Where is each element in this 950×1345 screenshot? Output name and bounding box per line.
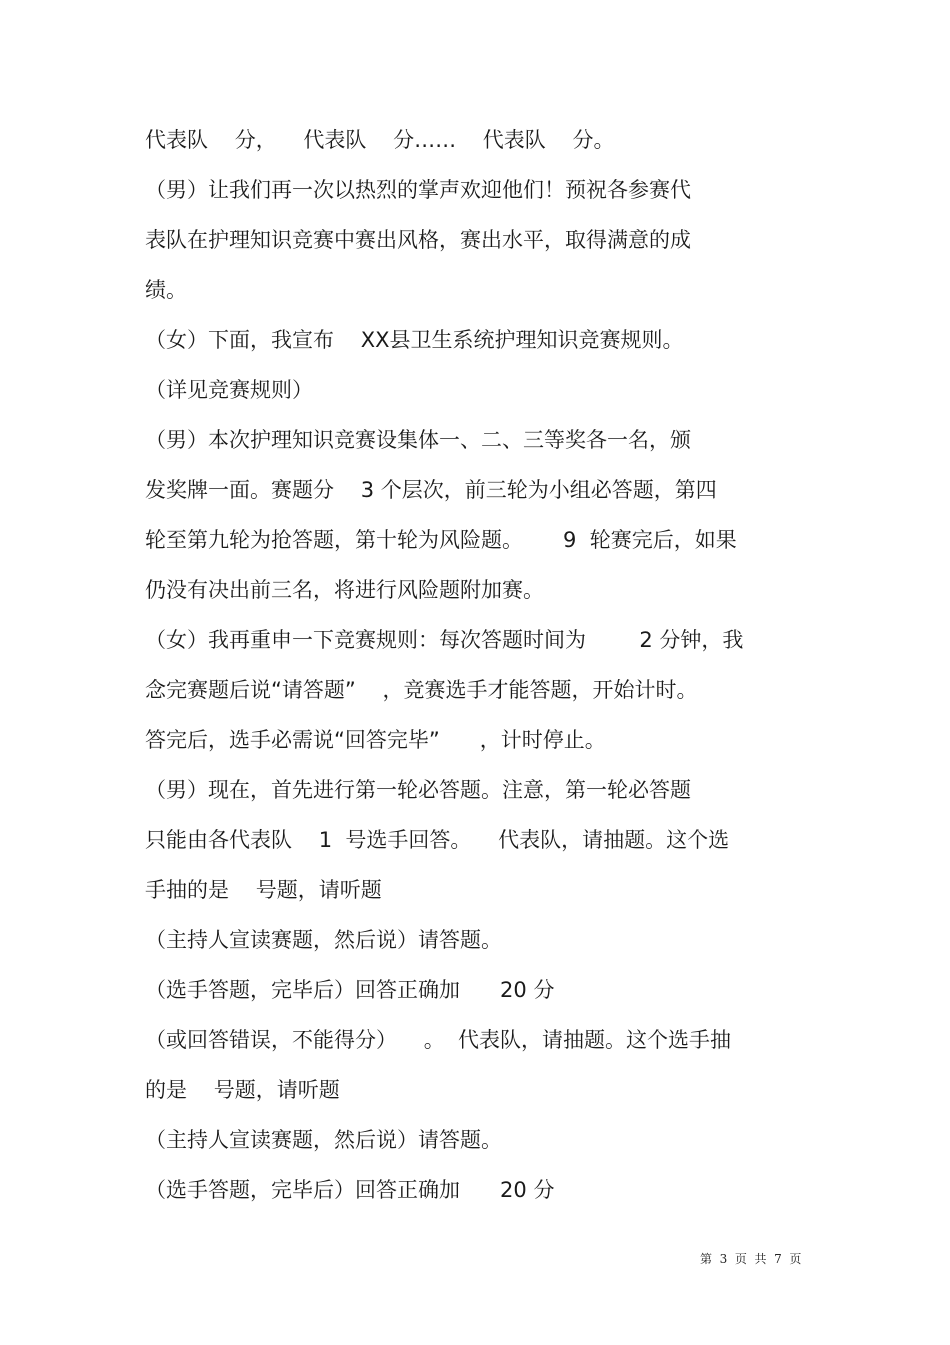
text-line: 轮至第九轮为抢答题，第十轮为风险题。 9 轮赛完后，如果: [145, 528, 737, 552]
text-line: 发奖牌一面。赛题分 3 个层次，前三轮为小组必答题，第四: [145, 478, 717, 502]
text-line: （女）我再重申一下竞赛规则：每次答题时间为 2 分钟，我: [145, 628, 744, 652]
text-line: 手抽的是 号题，请听题: [145, 878, 382, 902]
text-line: 表队在护理知识竞赛中赛出风格，赛出水平，取得满意的成: [145, 228, 691, 252]
text-line: （男）现在，首先进行第一轮必答题。注意，第一轮必答题: [145, 778, 691, 802]
text-line: （选手答题，完毕后）回答正确加 20 分: [145, 1178, 555, 1202]
text-line: （选手答题，完毕后）回答正确加 20 分: [145, 978, 555, 1002]
text-line: （或回答错误，不能得分） 。 代表队，请抽题。这个选手抽: [145, 1028, 732, 1052]
text-line: （男）本次护理知识竞赛设集体一、二、三等奖各一名，颁: [145, 428, 691, 452]
text-line: （主持人宣读赛题，然后说）请答题。: [145, 1128, 502, 1152]
text-line: （主持人宣读赛题，然后说）请答题。: [145, 928, 502, 952]
text-line: 的是 号题，请听题: [145, 1078, 340, 1102]
text-line: （女）下面，我宣布 XX县卫生系统护理知识竞赛规则。: [145, 328, 684, 352]
text-line: 只能由各代表队 1 号选手回答。 代表队，请抽题。这个选: [145, 828, 730, 852]
text-line: 代表队 分， 代表队 分…… 代表队 分。: [145, 128, 615, 152]
text-line: 答完后，选手必需说“回答完毕” ，计时停止。: [145, 728, 606, 752]
text-line: 念完赛题后说“请答题” ，竞赛选手才能答题，开始计时。: [145, 678, 698, 702]
text-line: （男）让我们再一次以热烈的掌声欢迎他们！预祝各参赛代: [145, 178, 691, 202]
text-line: （详见竞赛规则）: [145, 378, 313, 402]
text-line: 绩。: [145, 278, 187, 302]
page-number-footer: 第 3 页 共 7 页: [700, 1252, 802, 1266]
text-line: 仍没有决出前三名，将进行风险题附加赛。: [145, 578, 544, 602]
